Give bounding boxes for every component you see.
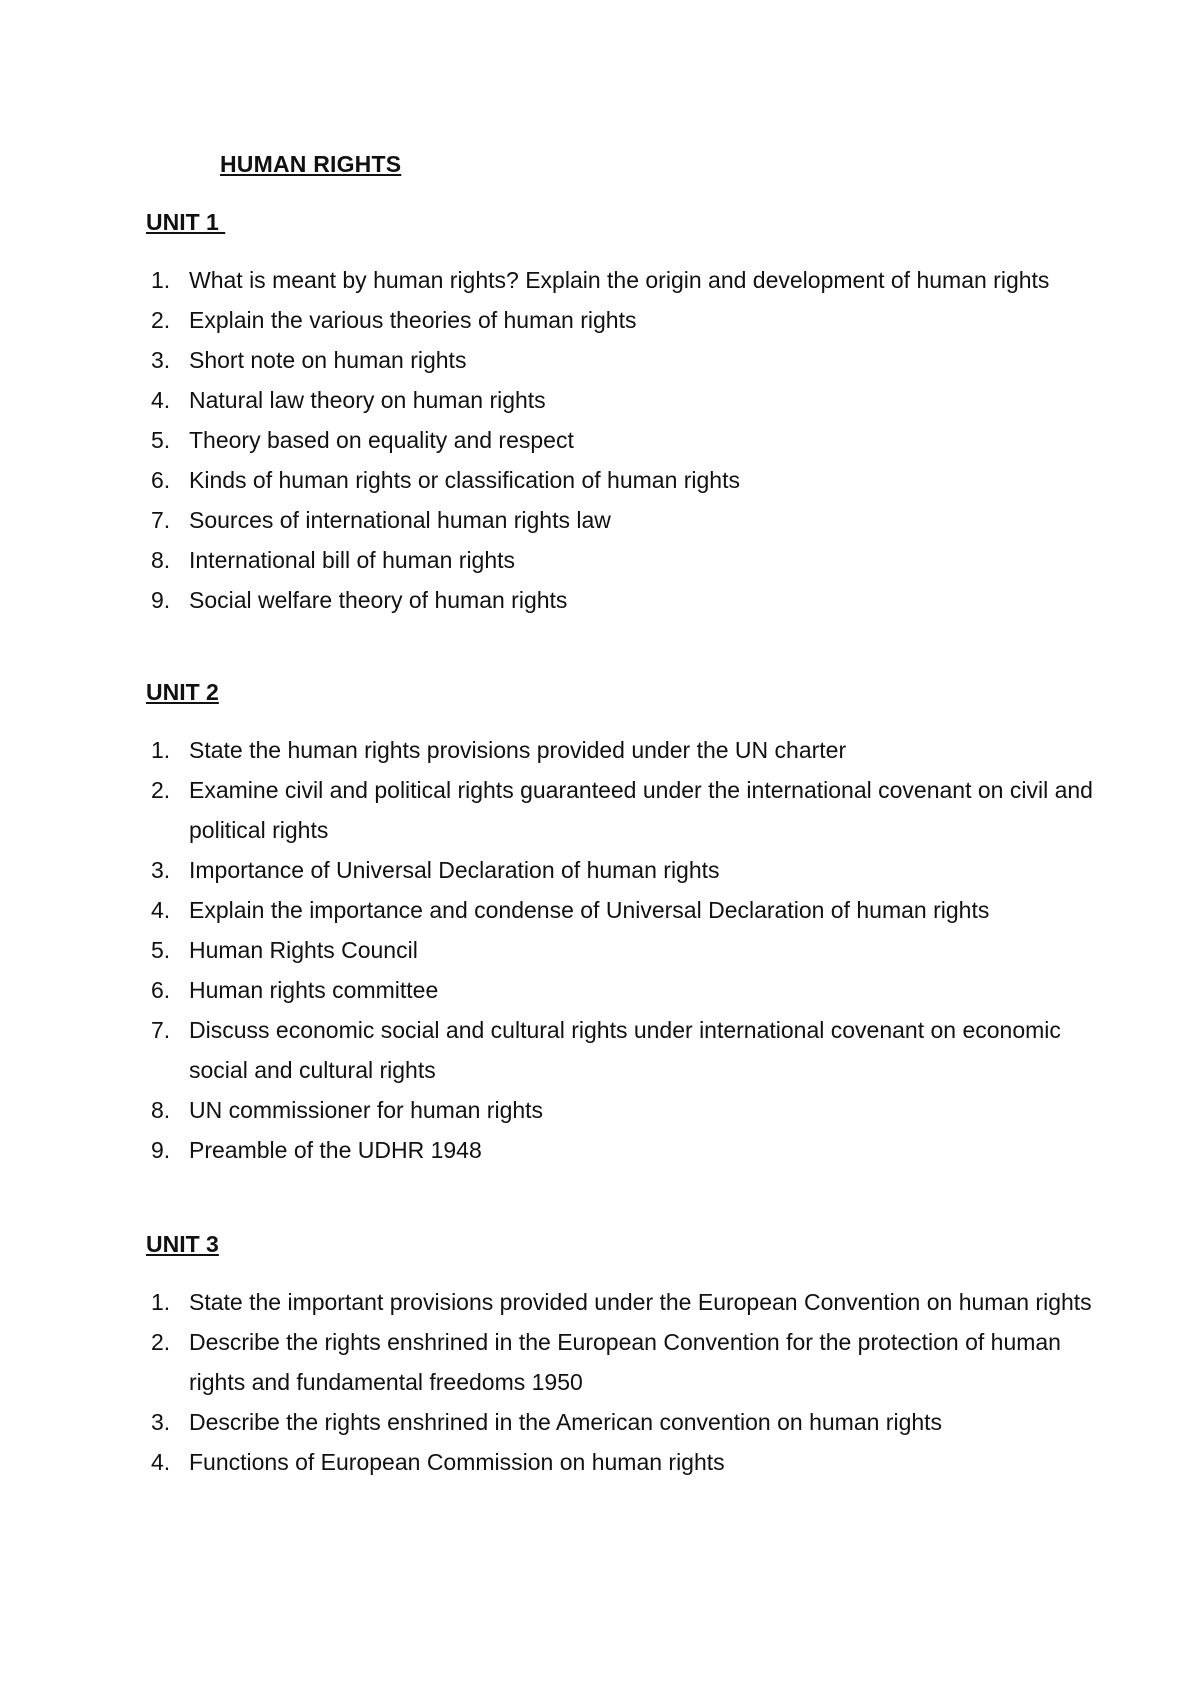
unit-heading: UNIT 1	[146, 209, 226, 235]
question-item	[146, 460, 1096, 500]
question-item	[146, 380, 1096, 420]
question-item	[146, 890, 1096, 930]
question-text: Explain the various theories of human rights	[189, 307, 637, 333]
question-number: 2.	[151, 307, 171, 333]
question-text: UN commissioner for human rights	[189, 1097, 544, 1123]
question-item	[146, 260, 1096, 300]
question-item	[146, 1442, 1096, 1482]
question-item	[146, 1130, 1096, 1170]
question-number: 5.	[151, 427, 171, 453]
question-number: 3.	[151, 857, 171, 883]
question-text: Human rights committee	[189, 977, 439, 1003]
question-text: State the important provisions provided under the European Convention on human rights	[189, 1289, 1092, 1315]
question-text: Explain the importance and condense of Universal Declaration of human rights	[189, 897, 990, 923]
question-text: Preamble of the UDHR 1948	[189, 1137, 482, 1163]
document-title: HUMAN RIGHTS	[220, 151, 402, 177]
question-item	[146, 500, 1096, 540]
question-number: 6.	[151, 977, 171, 1003]
question-item	[146, 770, 1096, 850]
question-item	[146, 1090, 1096, 1130]
question-list	[146, 1282, 1096, 1482]
question-item	[146, 580, 1096, 620]
question-text: Social welfare theory of human rights	[189, 587, 568, 613]
question-number: 8.	[151, 1097, 171, 1123]
question-number: 3.	[151, 347, 171, 373]
question-number: 4.	[151, 387, 171, 413]
question-text: International bill of human rights	[189, 547, 516, 573]
question-item	[146, 730, 1096, 770]
question-text: Short note on human rights	[189, 347, 467, 373]
question-number: 7.	[151, 1017, 171, 1043]
question-text: Sources of international human rights law	[189, 507, 611, 533]
question-number: 9.	[151, 587, 171, 613]
question-item	[146, 970, 1096, 1010]
question-number: 1.	[151, 737, 171, 763]
unit-heading: UNIT 2	[146, 679, 219, 705]
question-text: Functions of European Commission on human rights	[189, 1449, 725, 1475]
question-number: 4.	[151, 1449, 171, 1475]
question-text: Examine civil and political rights guaranteed under the international covenant on civil and political rights	[189, 777, 1093, 843]
question-number: 4.	[151, 897, 171, 923]
question-item	[146, 1282, 1096, 1322]
question-number: 2.	[151, 777, 171, 803]
question-text: What is meant by human rights? Explain the origin and development of human rights	[189, 267, 1050, 293]
question-text: Human Rights Council	[189, 937, 418, 963]
question-number: 2.	[151, 1329, 171, 1355]
question-item	[146, 1322, 1096, 1402]
question-text: Discuss economic social and cultural rights under international covenant on economic social and cultural rights	[189, 1017, 1061, 1083]
question-text: Describe the rights enshrined in the European Convention for the protection of human rights and fundamental freedoms 1950	[189, 1329, 1061, 1395]
question-item	[146, 1010, 1096, 1090]
question-number: 7.	[151, 507, 171, 533]
question-list	[146, 730, 1096, 1170]
question-list	[146, 260, 1096, 620]
unit-2-section	[146, 676, 1096, 1170]
question-text: State the human rights provisions provided under the UN charter	[189, 737, 847, 763]
unit-3-section	[146, 1228, 1096, 1482]
question-item	[146, 420, 1096, 460]
question-text: Describe the rights enshrined in the American convention on human rights	[189, 1409, 943, 1435]
question-item	[146, 300, 1096, 340]
question-number: 1.	[151, 1289, 171, 1315]
question-text: Kinds of human rights or classification of human rights	[189, 467, 740, 493]
question-item	[146, 930, 1096, 970]
question-number: 9.	[151, 1137, 171, 1163]
question-text: Theory based on equality and respect	[189, 427, 574, 453]
unit-1-section	[146, 206, 1096, 620]
unit-heading: UNIT 3	[146, 1231, 219, 1257]
question-number: 6.	[151, 467, 171, 493]
question-text: Importance of Universal Declaration of human rights	[189, 857, 720, 883]
question-item	[146, 1402, 1096, 1442]
question-item	[146, 850, 1096, 890]
question-number: 1.	[151, 267, 171, 293]
question-number: 3.	[151, 1409, 171, 1435]
question-text: Natural law theory on human rights	[189, 387, 546, 413]
question-item	[146, 340, 1096, 380]
question-number: 8.	[151, 547, 171, 573]
question-number: 5.	[151, 937, 171, 963]
question-item	[146, 540, 1096, 580]
